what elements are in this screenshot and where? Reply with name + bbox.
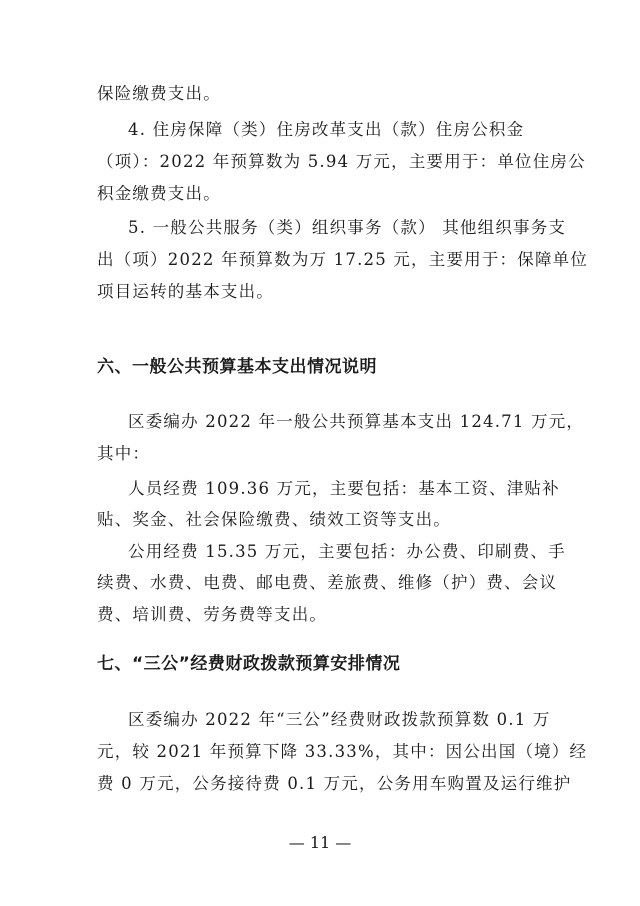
paragraph-line: 费、培训费、劳务费等支出。	[97, 605, 328, 624]
paragraph-line: 其中：	[97, 444, 151, 463]
paragraph-line: 保险缴费支出。	[97, 84, 221, 103]
paragraph-line: 区委编办 2022 年一般公共预算基本支出 124.71 万元，	[128, 412, 585, 431]
paragraph-line: 区委编办 2022 年“三公”经费财政拨款预算数 0.1 万	[128, 710, 551, 729]
paragraph-line: 积金缴费支出。	[97, 184, 221, 203]
paragraph-line: 公用经费 15.35 万元，主要包括：办公费、印刷费、手	[128, 542, 566, 561]
paragraph-line: 元，较 2021 年预算下降 33.33%，其中：因公出国（境）经	[97, 742, 588, 761]
paragraph-line: 4. 住房保障（类）住房改革支出（款）住房公积金	[128, 120, 525, 139]
section-heading: 六、一般公共预算基本支出情况说明	[97, 357, 377, 377]
paragraph-line: 出（项）2022 年预算数为万 17.25 元，主要用于：保障单位	[97, 250, 589, 269]
paragraph-line: 费 0 万元，公务接待费 0.1 万元，公务用车购置及运行维护	[97, 774, 572, 793]
paragraph-line: 贴、奖金、社会保险缴费、绩效工资等支出。	[97, 510, 451, 529]
paragraph-line: 项目运转的基本支出。	[97, 282, 274, 301]
paragraph-line: 人员经费 109.36 万元，主要包括：基本工资、津贴补	[128, 479, 560, 498]
section-heading: 七、“三公”经费财政拨款预算安排情况	[97, 654, 401, 674]
paragraph-line: 5. 一般公共服务（类）组织事务（款） 其他组织事务支	[128, 218, 567, 237]
paragraph-line: （项）：2022 年预算数为 5.94 万元，主要用于：单位住房公	[97, 152, 586, 171]
page-number: — 11 —	[288, 833, 352, 852]
paragraph-line: 续费、水费、电费、邮电费、差旅费、维修（护）费、会议	[97, 573, 558, 592]
